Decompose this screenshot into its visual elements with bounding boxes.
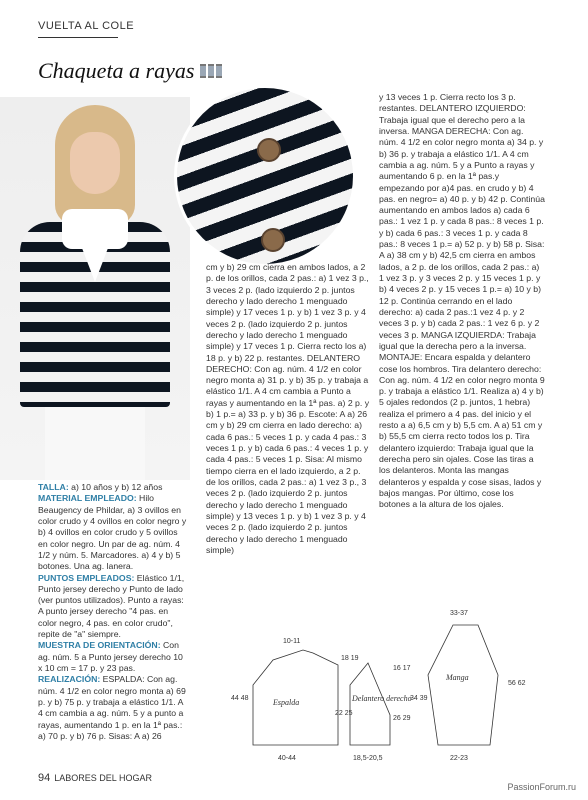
material-label: MATERIAL EMPLEADO:	[38, 493, 137, 504]
talla-label: TALLA:	[38, 482, 69, 492]
dim-56-62: 56 62	[508, 680, 526, 687]
manga-label: Manga	[446, 673, 469, 682]
section-kicker: VUELTA AL COLE	[38, 20, 135, 32]
pattern-schematic	[228, 605, 558, 765]
manga-outline	[428, 625, 498, 745]
espalda-label: Espalda	[273, 698, 300, 707]
column-3-text: y 13 veces 1 p. Cierra recto los 3 p. restantes. DELANTERO IZQUIERDO: Trabaja igual que el derecho pero a la inversa. MANGA DERECHA: Con ag. núm. 4 1/2 en color negro monta a) 34 p. y b) 36 p. y trabaja a elástico 1/1. A 4 cm cambia a ag. núm. 5 y a Punto a rayas y aumentando 6 p. en la 1ª pas.y empezando por a)4 pas. en crudo y b) 4 pas. en negro= a) 40 p. y b) 42 p. Continúa aumentando en ambos lados a) cada 6 pas.: 1 vez 1 p. y cada 8 pas.: 8 veces 1 p. y b) cada 6 pas.: 3 veces 1 p. y cada 8 pas.: 8 veces 1 p.= a) 52 p. y b) 58 p. Sisa: A a) 38 cm y b) 42,5 cm cierra en ambos lados, a 2 p. de los orillos, cada 2 pas.: a) 1 vez 3 p. y 3 veces 2 p. y 15 veces 1 p. y b) 4 veces 2 p. y 15 veces 1 p.= a) 10 y b) 12 p. Continúa cerrando en el lado derecho: a) cada 2 pas.:1 vez 4 p. y 2 veces 3 p. y b) cada 2 pas.: 1 vez 6 p. y 2 veces 3 p. MANGA IZQUIERDA: Trabaja igual que la derecha pero a la inversa. MONTAJE: Encara espalda y delantero cose los hombros. Tira delantero derecho: Con ag. núm. 4 1/2 en color negro monta 9 p. y trabaja a elástico 1/1. Realiza a) 4 y b) 5 ojales redondos (2 p. juntos, 1 hebra) realiza el primero a 4 pas. del inicio y el resto a a) 6,5 cm y b) 5,5 cm. A a) 51 cm y b) 55,5 cm cierra recto todos los p. Tira delantero izquierdo: Trabaja igual que la derecha pero sin ojales. Cose las tiras a los delanteros. Monta las mangas delanteros y espalda y cose sisas, lados y bajos mangas. Por último, cose los botones a la altura de los ojales.	[379, 92, 545, 510]
dim-22-23: 22-23	[450, 755, 468, 762]
dim-26-29: 26 29	[393, 715, 411, 722]
puntos-label: PUNTOS EMPLEADOS:	[38, 572, 135, 583]
page-title	[38, 58, 222, 84]
column-1	[38, 482, 188, 742]
muestra-label: MUESTRA DE ORIENTACIÓN:	[38, 640, 161, 651]
magazine-name: LABORES DEL HOGAR	[54, 773, 152, 783]
model-photo	[0, 97, 190, 480]
difficulty-spools-icon	[200, 64, 222, 78]
dim-44-48: 44 48	[231, 695, 249, 702]
page-number: 94	[38, 772, 51, 784]
dim-34-39: 34 39	[410, 695, 428, 702]
dim-10-11: 10-11	[283, 638, 301, 645]
delantero-label: Delantero derecho	[352, 694, 412, 703]
column-2	[206, 262, 372, 556]
dim-18-19: 18 19	[341, 655, 359, 662]
watermark: PassionForum.ru	[507, 782, 576, 792]
kicker-rule	[38, 37, 118, 38]
detail-closeup-photo	[177, 88, 353, 264]
title-text: Chaqueta a rayas	[38, 58, 195, 83]
realizacion-text: ESPALDA: Con ag. núm. 4 1/2 en color negro monta a) 69 p. y b) 75 p. y trabaja a elástico 1/1. A 4 cm cambia a ag. núm. 5 y a punto a rayas, aumentando 1 p. en la 1ª pas.: a) 70 p. y b) 76 p. Sisas: A a) 26	[38, 674, 186, 741]
dim-22-25: 22 25	[335, 710, 353, 717]
muestra-text: Con ag. núm. 5 a Punto jersey derecho 10 x 10 cm = 17 p. y 23 pas.	[38, 640, 183, 673]
delantero-outline	[350, 663, 390, 745]
realizacion-label: REALIZACIÓN:	[38, 674, 101, 685]
column-3	[379, 92, 545, 511]
dim-18-5-20-5: 18,5-20,5	[353, 755, 383, 762]
column-2-text: cm y b) 29 cm cierra en ambos lados, a 2 p. de los orillos, cada 2 pas.: a) 1 vez 3 p., 3 veces 2 p. (lado izquierdo 2 p. juntos derecho y lado derecho 1 menguado simple) y 17 veces 1 p. y b) 1 vez 3 p. y 4 veces 2 p. (lado izquierdo 2 p. juntos derecho y lado derecho 1 menguado simple) y 17 veces 1 p. Cierra recto los a) 18 p. y b) 22 p. restantes. DELANTERO DERECHO: Con ag. núm. 4 1/2 en color negro monta a) 31 p. y b) 35 p. y trabaja a elástico 1/1. A 4 cm cambia a Punto a rayas y aumentando en la 1ª pas. a) 2 p. y b) 1 p.= a) 33 p. y b) 36 p. Escote: A a) 26 cm y b) 29 cm cierra en lado derecho: a) cada 6 pas.: 5 veces 1 p. y cada 4 pas.: 3 veces 1 p. y b) cada 6 pas.: 4 veces 1 p. y cada 4 pas.: 5 veces 1 p. Sisa: Al mismo tiempo cierra en el lado izquierdo, a 2 p. de los orillos, cada 2 pas.: a) 1 vez 3 p., 3 veces 2 p. (lado izquierdo 2 p. juntos derecho y lado derecho 1 menguado simple) y 13 veces 1 p. y b) 1 vez 3 p. y 4 veces 2 p. (lado izquierdo 2 p. juntos derecho y lado derecho 1 menguado simple)	[206, 262, 370, 555]
puntos-text: Elástico 1/1, Punto jersey derecho y Punto de lado (ver puntos utilizados). Punto a rayas: A punto jersey derecho "4 pas. en color negro, 4 pas. en color crudo", repite de "a" siempre.	[38, 572, 185, 640]
dim-40-44: 40-44	[278, 755, 296, 762]
dim-33-37: 33-37	[450, 610, 468, 617]
material-text: Hilo Beaugency de Phildar, a) 3 ovillos en color crudo y 4 ovillos en color negro y b) 4 ovillos en color crudo y 5 ovillos en color negro. Un par de ag. núm. 4 1/2 y núm. 5. Marcadores. a) 4 y b) 5 botones. Una ag. lanera.	[38, 493, 187, 572]
page-footer	[38, 772, 152, 784]
dim-16-17: 16 17	[393, 665, 411, 672]
talla-text: a) 10 años y b) 12 años	[68, 482, 163, 492]
